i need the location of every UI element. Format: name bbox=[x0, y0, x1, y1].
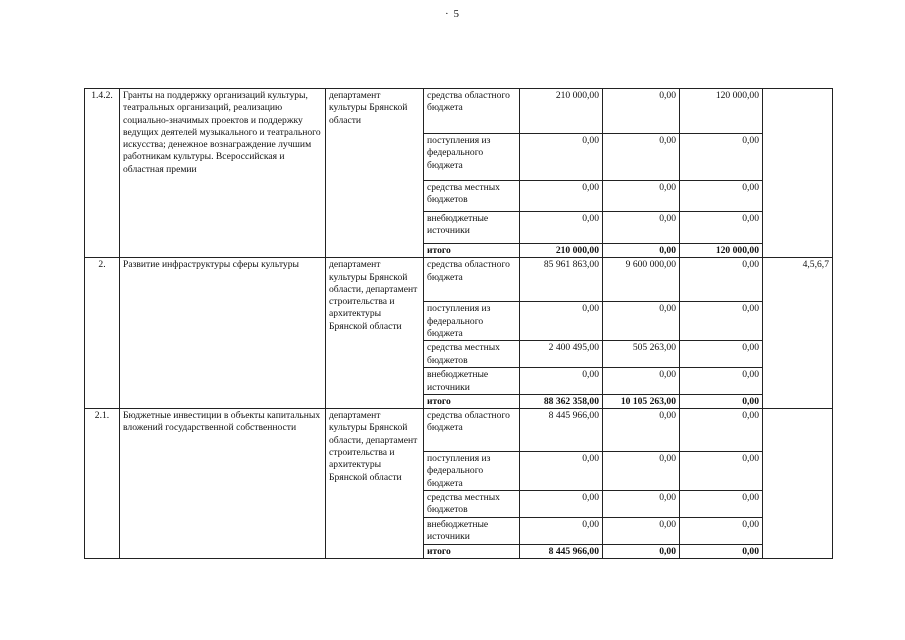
funding-source-label: поступления из федерального бюджета bbox=[424, 302, 520, 341]
budget-table bbox=[84, 88, 833, 559]
amount-year-2: 0,00 bbox=[603, 518, 680, 545]
amount-year-1: 0,00 bbox=[520, 491, 603, 518]
funding-source-label: средства областного бюджета bbox=[424, 409, 520, 452]
amount-year-1: 0,00 bbox=[520, 212, 603, 244]
amount-year-2: 0,00 bbox=[603, 181, 680, 212]
amount-year-1: 88 362 358,00 bbox=[520, 394, 603, 408]
amount-year-2: 0,00 bbox=[603, 544, 680, 558]
funding-source-label: итого bbox=[424, 244, 520, 258]
amount-year-3: 0,00 bbox=[680, 409, 763, 452]
amount-year-3: 0,00 bbox=[680, 544, 763, 558]
section-executor: департамент культуры Брянской области, департамент строительства и архитектуры Брянской области bbox=[326, 409, 424, 559]
amount-year-3: 0,00 bbox=[680, 452, 763, 491]
amount-year-1: 0,00 bbox=[520, 452, 603, 491]
amount-year-1: 210 000,00 bbox=[520, 244, 603, 258]
amount-year-1: 85 961 863,00 bbox=[520, 258, 603, 302]
funding-source-label: средства местных бюджетов bbox=[424, 341, 520, 368]
funding-source-label: поступления из федерального бюджета bbox=[424, 452, 520, 491]
amount-year-3: 0,00 bbox=[680, 212, 763, 244]
amount-year-3: 0,00 bbox=[680, 491, 763, 518]
funding-source-label: средства местных бюджетов bbox=[424, 491, 520, 518]
amount-year-2: 0,00 bbox=[603, 89, 680, 134]
funding-source-label: внебюджетные источники bbox=[424, 368, 520, 395]
amount-year-2: 0,00 bbox=[603, 452, 680, 491]
indicator-numbers: 4,5,6,7 bbox=[763, 258, 833, 409]
amount-year-2: 505 263,00 bbox=[603, 341, 680, 368]
indicator-numbers bbox=[763, 409, 833, 559]
funding-source-label: поступления из федерального бюджета bbox=[424, 134, 520, 181]
funding-row bbox=[85, 258, 833, 302]
amount-year-2: 0,00 bbox=[603, 302, 680, 341]
amount-year-3: 120 000,00 bbox=[680, 244, 763, 258]
amount-year-1: 0,00 bbox=[520, 134, 603, 181]
amount-year-3: 0,00 bbox=[680, 394, 763, 408]
section-name: Развитие инфраструктуры сферы культуры bbox=[120, 258, 326, 409]
amount-year-1: 8 445 966,00 bbox=[520, 409, 603, 452]
amount-year-3: 0,00 bbox=[680, 518, 763, 545]
page-number: · 5 bbox=[445, 8, 460, 20]
section-executor: департамент культуры Брянской области bbox=[326, 89, 424, 258]
funding-source-label: средства областного бюджета bbox=[424, 89, 520, 134]
amount-year-3: 0,00 bbox=[680, 341, 763, 368]
funding-source-label: средства областного бюджета bbox=[424, 258, 520, 302]
indicator-numbers bbox=[763, 89, 833, 258]
funding-row bbox=[85, 409, 833, 452]
funding-source-label: внебюджетные источники bbox=[424, 518, 520, 545]
amount-year-1: 0,00 bbox=[520, 302, 603, 341]
amount-year-3: 0,00 bbox=[680, 368, 763, 395]
amount-year-2: 10 105 263,00 bbox=[603, 394, 680, 408]
section-number: 2.1. bbox=[85, 409, 120, 559]
section-executor: департамент культуры Брянской области, департамент строительства и архитектуры Брянской области bbox=[326, 258, 424, 409]
amount-year-2: 0,00 bbox=[603, 244, 680, 258]
amount-year-1: 8 445 966,00 bbox=[520, 544, 603, 558]
amount-year-2: 0,00 bbox=[603, 368, 680, 395]
funding-source-label: итого bbox=[424, 544, 520, 558]
amount-year-2: 0,00 bbox=[603, 409, 680, 452]
funding-source-label: средства местных бюджетов bbox=[424, 181, 520, 212]
amount-year-1: 210 000,00 bbox=[520, 89, 603, 134]
funding-source-label: итого bbox=[424, 394, 520, 408]
amount-year-1: 0,00 bbox=[520, 181, 603, 212]
amount-year-3: 0,00 bbox=[680, 181, 763, 212]
amount-year-2: 0,00 bbox=[603, 134, 680, 181]
funding-source-label: внебюджетные источники bbox=[424, 212, 520, 244]
amount-year-3: 120 000,00 bbox=[680, 89, 763, 134]
amount-year-2: 0,00 bbox=[603, 212, 680, 244]
amount-year-2: 9 600 000,00 bbox=[603, 258, 680, 302]
amount-year-1: 0,00 bbox=[520, 368, 603, 395]
amount-year-3: 0,00 bbox=[680, 302, 763, 341]
amount-year-3: 0,00 bbox=[680, 258, 763, 302]
amount-year-1: 2 400 495,00 bbox=[520, 341, 603, 368]
funding-row bbox=[85, 89, 833, 134]
amount-year-3: 0,00 bbox=[680, 134, 763, 181]
section-name: Гранты на поддержку организаций культуры, театральных организаций, реализацию социально-значимых проектов и поддержку ведущих деятелей музыкального и театрального искусства; денежное вознаграждение лучшим работникам культуры. Всероссийская и областная премии bbox=[120, 89, 326, 258]
amount-year-2: 0,00 bbox=[603, 491, 680, 518]
amount-year-1: 0,00 bbox=[520, 518, 603, 545]
section-number: 2. bbox=[85, 258, 120, 409]
section-name: Бюджетные инвестиции в объекты капитальных вложений государственной собственности bbox=[120, 409, 326, 559]
section-number: 1.4.2. bbox=[85, 89, 120, 258]
